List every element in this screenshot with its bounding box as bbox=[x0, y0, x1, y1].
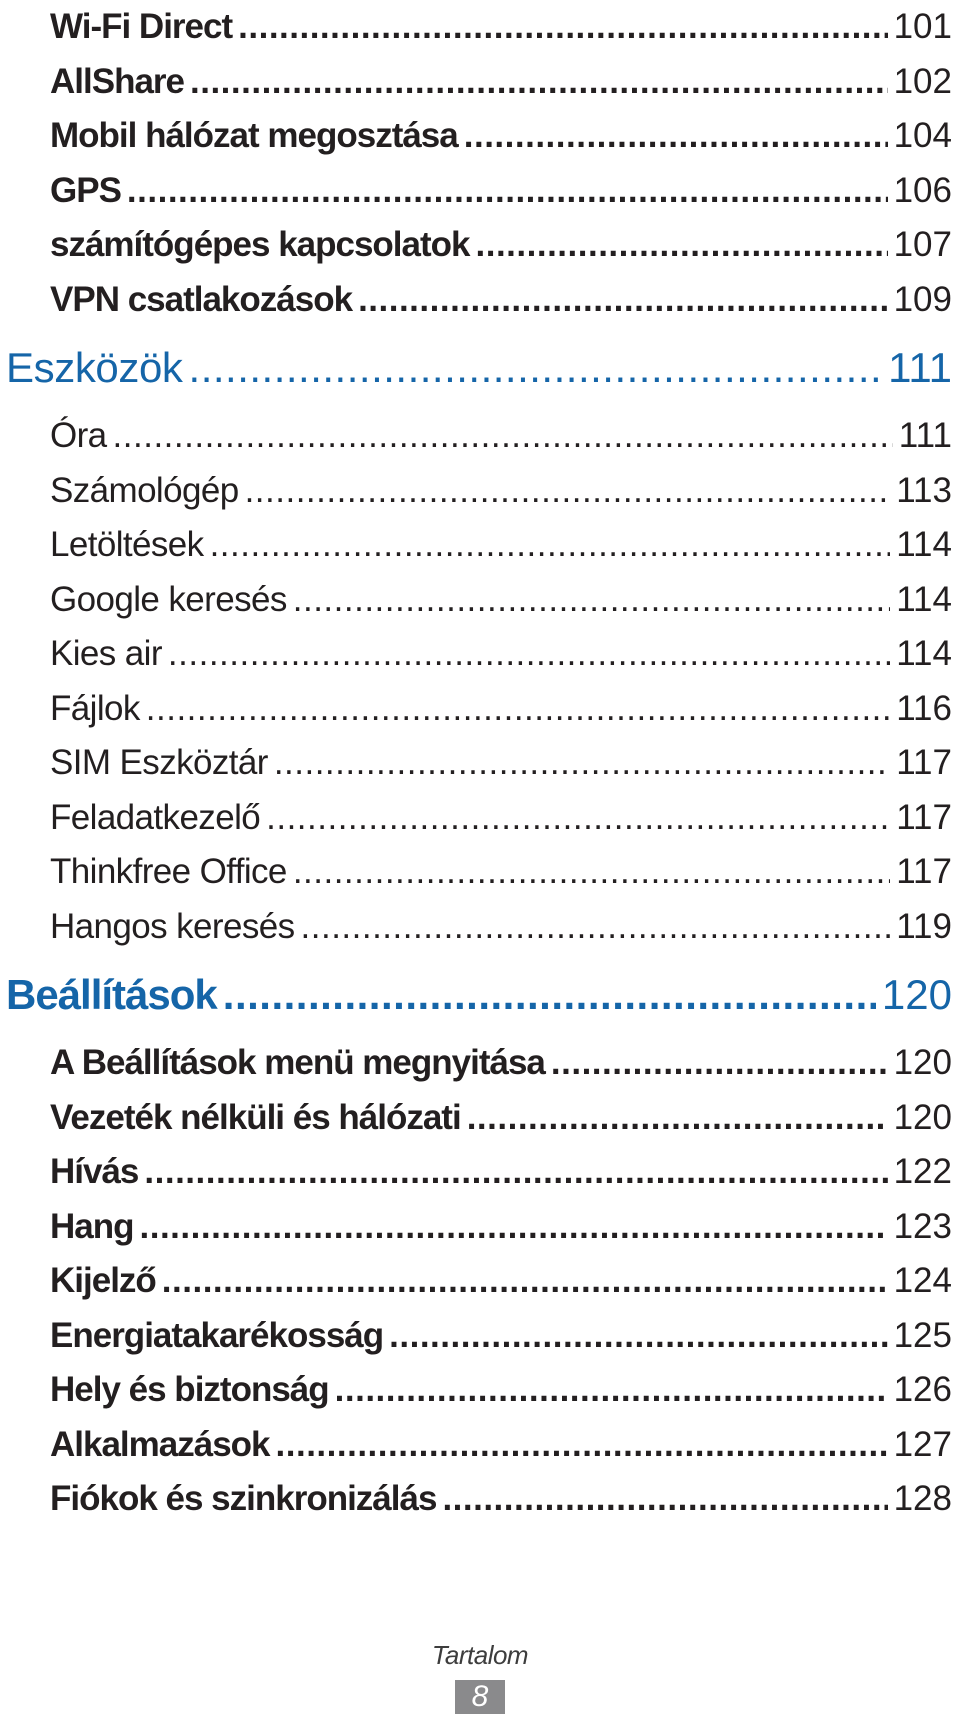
toc-entry-files[interactable] bbox=[0, 682, 960, 737]
dot-leader bbox=[358, 273, 888, 328]
toc-entry-clock[interactable] bbox=[0, 409, 960, 464]
footer-label: Tartalom bbox=[431, 1640, 529, 1670]
toc-entry-power-saving[interactable] bbox=[0, 1309, 960, 1364]
dot-leader bbox=[146, 682, 890, 737]
toc-entry-title: Hang bbox=[50, 1206, 134, 1246]
toc-entry-title: Google keresés bbox=[50, 579, 287, 619]
toc-entry-page: 122 bbox=[893, 1152, 952, 1191]
toc-entry-page: 113 bbox=[896, 470, 952, 510]
toc-entry-pc-connections[interactable] bbox=[0, 218, 960, 273]
toc-entry-title: GPS bbox=[50, 170, 121, 210]
toc-entry-open-settings[interactable] bbox=[0, 1036, 960, 1091]
toc-entry-sim-toolkit[interactable] bbox=[0, 736, 960, 791]
toc-entry-page: 106 bbox=[893, 170, 952, 210]
dot-leader bbox=[464, 109, 888, 164]
toc-entry-google-search[interactable] bbox=[0, 573, 960, 628]
toc-entry-allshare[interactable] bbox=[0, 55, 960, 110]
toc-entry-page: 127 bbox=[893, 1424, 952, 1464]
toc-entry-thinkfree-office[interactable] bbox=[0, 845, 960, 900]
toc-entry-display[interactable] bbox=[0, 1254, 960, 1309]
toc-entry-title: Számológép bbox=[50, 470, 239, 510]
dot-leader bbox=[293, 573, 890, 628]
toc-entry-page: 111 bbox=[898, 416, 952, 455]
toc-entry-title: Vezeték nélküli és hálózati bbox=[50, 1097, 461, 1137]
toc-entry-title: Fiókok és szinkronizálás bbox=[50, 1479, 437, 1518]
toc-entry-title: Letöltések bbox=[50, 525, 204, 564]
toc-entry-page: 101 bbox=[893, 7, 952, 46]
dot-leader bbox=[274, 736, 890, 791]
toc-entry-title: Feladatkezelő bbox=[50, 797, 261, 837]
section-title: Eszközök bbox=[6, 344, 183, 391]
toc-entry-page: 117 bbox=[896, 797, 952, 837]
toc-entry-vpn[interactable] bbox=[0, 273, 960, 328]
toc-entry-calculator[interactable] bbox=[0, 464, 960, 519]
toc-entry-accounts-sync[interactable] bbox=[0, 1472, 960, 1527]
toc-entry-voice-search[interactable] bbox=[0, 900, 960, 955]
toc-entry-wifi-direct[interactable] bbox=[0, 0, 960, 55]
section-page: 120 bbox=[881, 971, 952, 1018]
toc-entry-page: 117 bbox=[896, 743, 952, 782]
dot-leader bbox=[140, 1200, 888, 1255]
toc-entry-page: 114 bbox=[896, 579, 952, 619]
dot-leader bbox=[476, 218, 888, 273]
toc-entry-applications[interactable] bbox=[0, 1418, 960, 1473]
toc-entry-page: 109 bbox=[893, 279, 952, 319]
dot-leader bbox=[276, 1418, 888, 1473]
toc-entry-title: Alkalmazások bbox=[50, 1424, 270, 1464]
toc-entry-title: Hely és biztonság bbox=[50, 1370, 329, 1409]
section-title: Beállítások bbox=[6, 971, 217, 1018]
toc-entry-page: 123 bbox=[893, 1206, 952, 1246]
toc-entry-page: 126 bbox=[893, 1370, 952, 1409]
toc-section-settings[interactable] bbox=[0, 954, 960, 1036]
dot-leader bbox=[245, 464, 891, 519]
toc-entry-title: Mobil hálózat megosztása bbox=[50, 116, 458, 155]
toc-entry-task-manager[interactable] bbox=[0, 791, 960, 846]
toc-entry-page: 104 bbox=[893, 116, 952, 155]
toc-entry-title: Energiatakarékosság bbox=[50, 1315, 384, 1355]
toc-entry-title: Fájlok bbox=[50, 688, 140, 728]
toc-entry-page: 128 bbox=[893, 1479, 952, 1518]
dot-leader bbox=[190, 55, 888, 110]
toc-entry-downloads[interactable] bbox=[0, 518, 960, 573]
dot-leader bbox=[551, 1036, 888, 1091]
dot-leader bbox=[127, 164, 888, 219]
dot-leader bbox=[210, 518, 891, 573]
dot-leader bbox=[266, 791, 890, 846]
section-page: 111 bbox=[888, 344, 952, 391]
toc-entry-page: 125 bbox=[893, 1315, 952, 1355]
dot-leader bbox=[162, 1254, 888, 1309]
toc-entry-page: 114 bbox=[896, 634, 952, 673]
page-number-badge: 8 bbox=[455, 1680, 505, 1714]
dot-leader bbox=[389, 1309, 887, 1364]
toc-entry-gps[interactable] bbox=[0, 164, 960, 219]
dot-leader bbox=[189, 327, 883, 409]
dot-leader bbox=[293, 845, 890, 900]
dot-leader bbox=[335, 1363, 888, 1418]
toc-entry-title: AllShare bbox=[50, 61, 184, 101]
toc-entry-title: Óra bbox=[50, 416, 107, 455]
toc-entry-title: Thinkfree Office bbox=[50, 852, 287, 891]
toc-entry-sound[interactable] bbox=[0, 1200, 960, 1255]
toc-entry-page: 120 bbox=[893, 1097, 952, 1137]
toc-entry-title: Kies air bbox=[50, 634, 162, 673]
dot-leader bbox=[223, 954, 876, 1036]
toc-entry-location-security[interactable] bbox=[0, 1363, 960, 1418]
dot-leader bbox=[467, 1091, 888, 1146]
toc-entry-title: Wi-Fi Direct bbox=[50, 7, 233, 46]
dot-leader bbox=[442, 1472, 887, 1527]
toc-entry-page: 120 bbox=[893, 1043, 952, 1082]
toc-entry-page: 116 bbox=[896, 688, 952, 728]
toc-entry-page: 102 bbox=[893, 61, 952, 101]
toc-entry-mobile-hotspot[interactable] bbox=[0, 109, 960, 164]
toc-entry-title: SIM Eszköztár bbox=[50, 743, 268, 782]
dot-leader bbox=[168, 627, 890, 682]
toc-entry-page: 114 bbox=[896, 525, 952, 564]
toc-entry-title: számítógépes kapcsolatok bbox=[50, 225, 470, 264]
toc-entry-kies-air[interactable] bbox=[0, 627, 960, 682]
toc-entry-page: 124 bbox=[893, 1261, 952, 1300]
toc-entry-page: 117 bbox=[896, 852, 952, 891]
toc-entry-title: VPN csatlakozások bbox=[50, 279, 353, 319]
dot-leader bbox=[113, 409, 893, 464]
toc-entry-wireless-networks[interactable] bbox=[0, 1091, 960, 1146]
toc-entry-title: A Beállítások menü megnyitása bbox=[50, 1043, 545, 1082]
toc-entry-title: Kijelző bbox=[50, 1261, 156, 1300]
toc-section-tools[interactable] bbox=[0, 327, 960, 409]
toc-entry-page: 119 bbox=[896, 906, 952, 946]
toc-entry-call[interactable] bbox=[0, 1145, 960, 1200]
dot-leader bbox=[144, 1145, 887, 1200]
toc-entry-title: Hangos keresés bbox=[50, 906, 295, 946]
toc-entry-title: Hívás bbox=[50, 1152, 139, 1191]
toc-entry-page: 107 bbox=[893, 225, 952, 264]
dot-leader bbox=[301, 900, 891, 955]
dot-leader bbox=[238, 0, 887, 55]
